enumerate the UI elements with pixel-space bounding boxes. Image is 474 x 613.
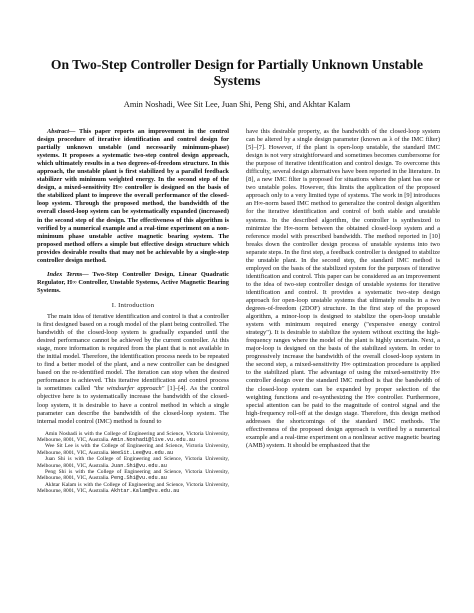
footnote-email[interactable]: Akhtar.Kalam@vu.edu.au [110,488,180,495]
footnote-text: Wee Sit Lee is with the College of Engineering and Science, Victoria University, Melbourne, 8001, VIC, Australia. [37,443,229,456]
intro-paragraph [37,313,229,426]
author-list: Amin Noshadi, Wee Sit Lee, Juan Shi, Peng Shi, and Akhtar Kalam [123,100,351,109]
footnote-email[interactable]: Peng.Shi@vu.edu.au [110,475,167,482]
footnote-text: Amin Noshadi is with the College of Engineering and Science, Victoria University, Melbourne, 8001, VIC, Australia. [37,430,229,444]
paper-title: On Two-Step Controller Design for Partially Unknown Unstable Systems [50,57,424,88]
footnote-item [37,456,229,469]
index-terms [37,271,229,295]
footnote-item [37,431,229,444]
intro-text-part-2: [1]–[4]. As the control objective here is to systematically increase the bandwidth of the closed-loop system, it is desirable to have a control method in which a single parameter can describe the bandwidth of the closed-loop system. The internal model control (IMC) method is found to [37,385,229,425]
footnote-text: Akhtar Kalam is with the College of Engineering and Science, Victoria University, Melbourne, 8001, VIC, Australia. [37,481,229,495]
footnote-email[interactable]: Juan.Shi@vu.edu.au [110,462,167,469]
right-column [246,128,440,450]
intro-text-part-1: The main idea of iterative identification and control is that a controller is first designed based on a rough model of the plant being controlled. The bandwidth of the closed-loop system is gradually expanded until the desired performance cannot be achieved by the current controller. At this stage, more information is required from the plant that is not available in the initial model. Therefore, the identification process needs to be repeated to find a better model of the plant, and a new controller can be designed based on the re-identified model. The iteration can stop when the desired performance is achieved. This iterative identification and control process is sometimes called [37,312,229,393]
footnote-email[interactable]: Amin.Noshadi@live.vu.edu.au [110,437,195,444]
footnote-item [37,482,229,495]
index-terms-lead: Index Terms [47,270,83,278]
footnote-item [37,469,229,482]
abstract-text: This paper reports an improvement in the control design procedure of iterative identification and control design for partially unknown unstable (and necessarily minimum-phase) systems. It proposes a systematic two-step control design approach, which ultimately results in a two degrees-of-freedom structure. In this approach, the unstable plant is first stabilized by a parallel feedback stabilizer with minimum weighted energy. In the second step of the design, a mixed-sensitivity H∞ controller is designed on the basis of the stabilized plant to improve the overall performance of the closed-loop system. Through the proposed method, the bandwidth of the overall closed-loop system can be systematically expanded (increased) in the second step of the design. The effectiveness of this algorithm is verified by a numerical example and a real-time experiment on a non-minimum phase unstable active magnetic bearing system. The proposed method offers a simple but effective design structure which provides desirable results that may not be achievable by a single-step controller design method. [37,128,229,264]
author-footnotes [37,431,229,495]
footnote-text: Peng Shi is with the College of Engineering and Science, Victoria University, Melbourne, 8001, VIC, Australia. [37,469,229,482]
intro-continuation-paragraph: have this desirable property, as the bandwidth of the closed-loop system can be altered by a single design parameter (known as λ of the IMC filter) [5]–[7]. However, if the plant is open-loop unstable, the standard IMC design is not very straightforward and sometimes becomes cumbersome for the purpose of iterative identification and control design. To overcome this difficulty, several design alternatives have been reported in the literature. In [8], a new IMC filter is proposed for situations where the plant has one or two unstable poles. However, this limits the application of the proposed approach only to a very limited type of systems. The work in [9] introduces an H∞-norm based IMC method to generalize the control design algorithm for the iterative identification and control of both stable and unstable systems. In the described algorithm, the controller is synthesized to minimize the H∞-norm between the obtained closed-loop system and a reference model with prescribed bandwidth. The method reported in [10] breaks down the controller design process of unstable systems into two separate steps. In the first step, a feedback controller is designed to stabilize the unstable plant. In the second step, the standard IMC method is employed on the basis of the stabilized system for the purposes of iterative identification and control. This paper can be considered as an improvement to the idea of two-step controller design of unstable systems for iterative identification and control. It provides a systematic two-step design approach for open-loop unstable systems that ultimately results in a two degrees-of-freedom (2DOF) structure. In the first step of the proposed algorithm, a minor-loop is designed to stabilize the open-loop unstable system with minimum required energy ("expensive energy control strategy"). It is desirable to stabilize the system without exciting the high-frequency ranges where the model of the plant is highly uncertain. Next, a major-loop is designed on the basis of the stabilized system. In order to progressively increase the bandwidth of the overall closed-loop system in the second step, a mixed-sensitivity H∞ optimization procedure is applied to the stabilized plant. The advantage of using the mixed-sensitivity H∞ controller design over the standard IMC method is that the bandwidth of the closed-loop system can be expanded by proper selection of the weighting functions and re-synthesizing the H∞ controller. Furthermore, special attention can be paid to the magnitude of control signal and the high-frequency roll-off at the design stage. Therefore, this design method addresses the shortcomings of the standard IMC methods. The effectiveness of the proposed design approach is verified by a numerical example and a real-time experiment on a nonlinear active magnetic bearing (AMB) system. It should be emphasized that the [246,128,440,449]
section-heading-introduction: I. Introduction [111,301,155,309]
footnote-email[interactable]: WeeSit.Lee@vu.edu.au [110,449,174,456]
footnote-text: Juan Shi is with the College of Engineering and Science, Victoria University, Melbourne, 8001, VIC, Australia. [37,456,229,469]
abstract-lead: Abstract— [47,128,76,135]
intro-quote: "the windsurfer approach" [93,385,165,393]
footnote-item [37,443,229,456]
left-column [37,128,229,495]
abstract [37,128,229,265]
index-terms-text: — Two-Step Controller Design, Linear Quadratic Regulator, H∞ Controller, Unstable Systems, Active Magnetic Bearing Systems. [37,270,229,294]
